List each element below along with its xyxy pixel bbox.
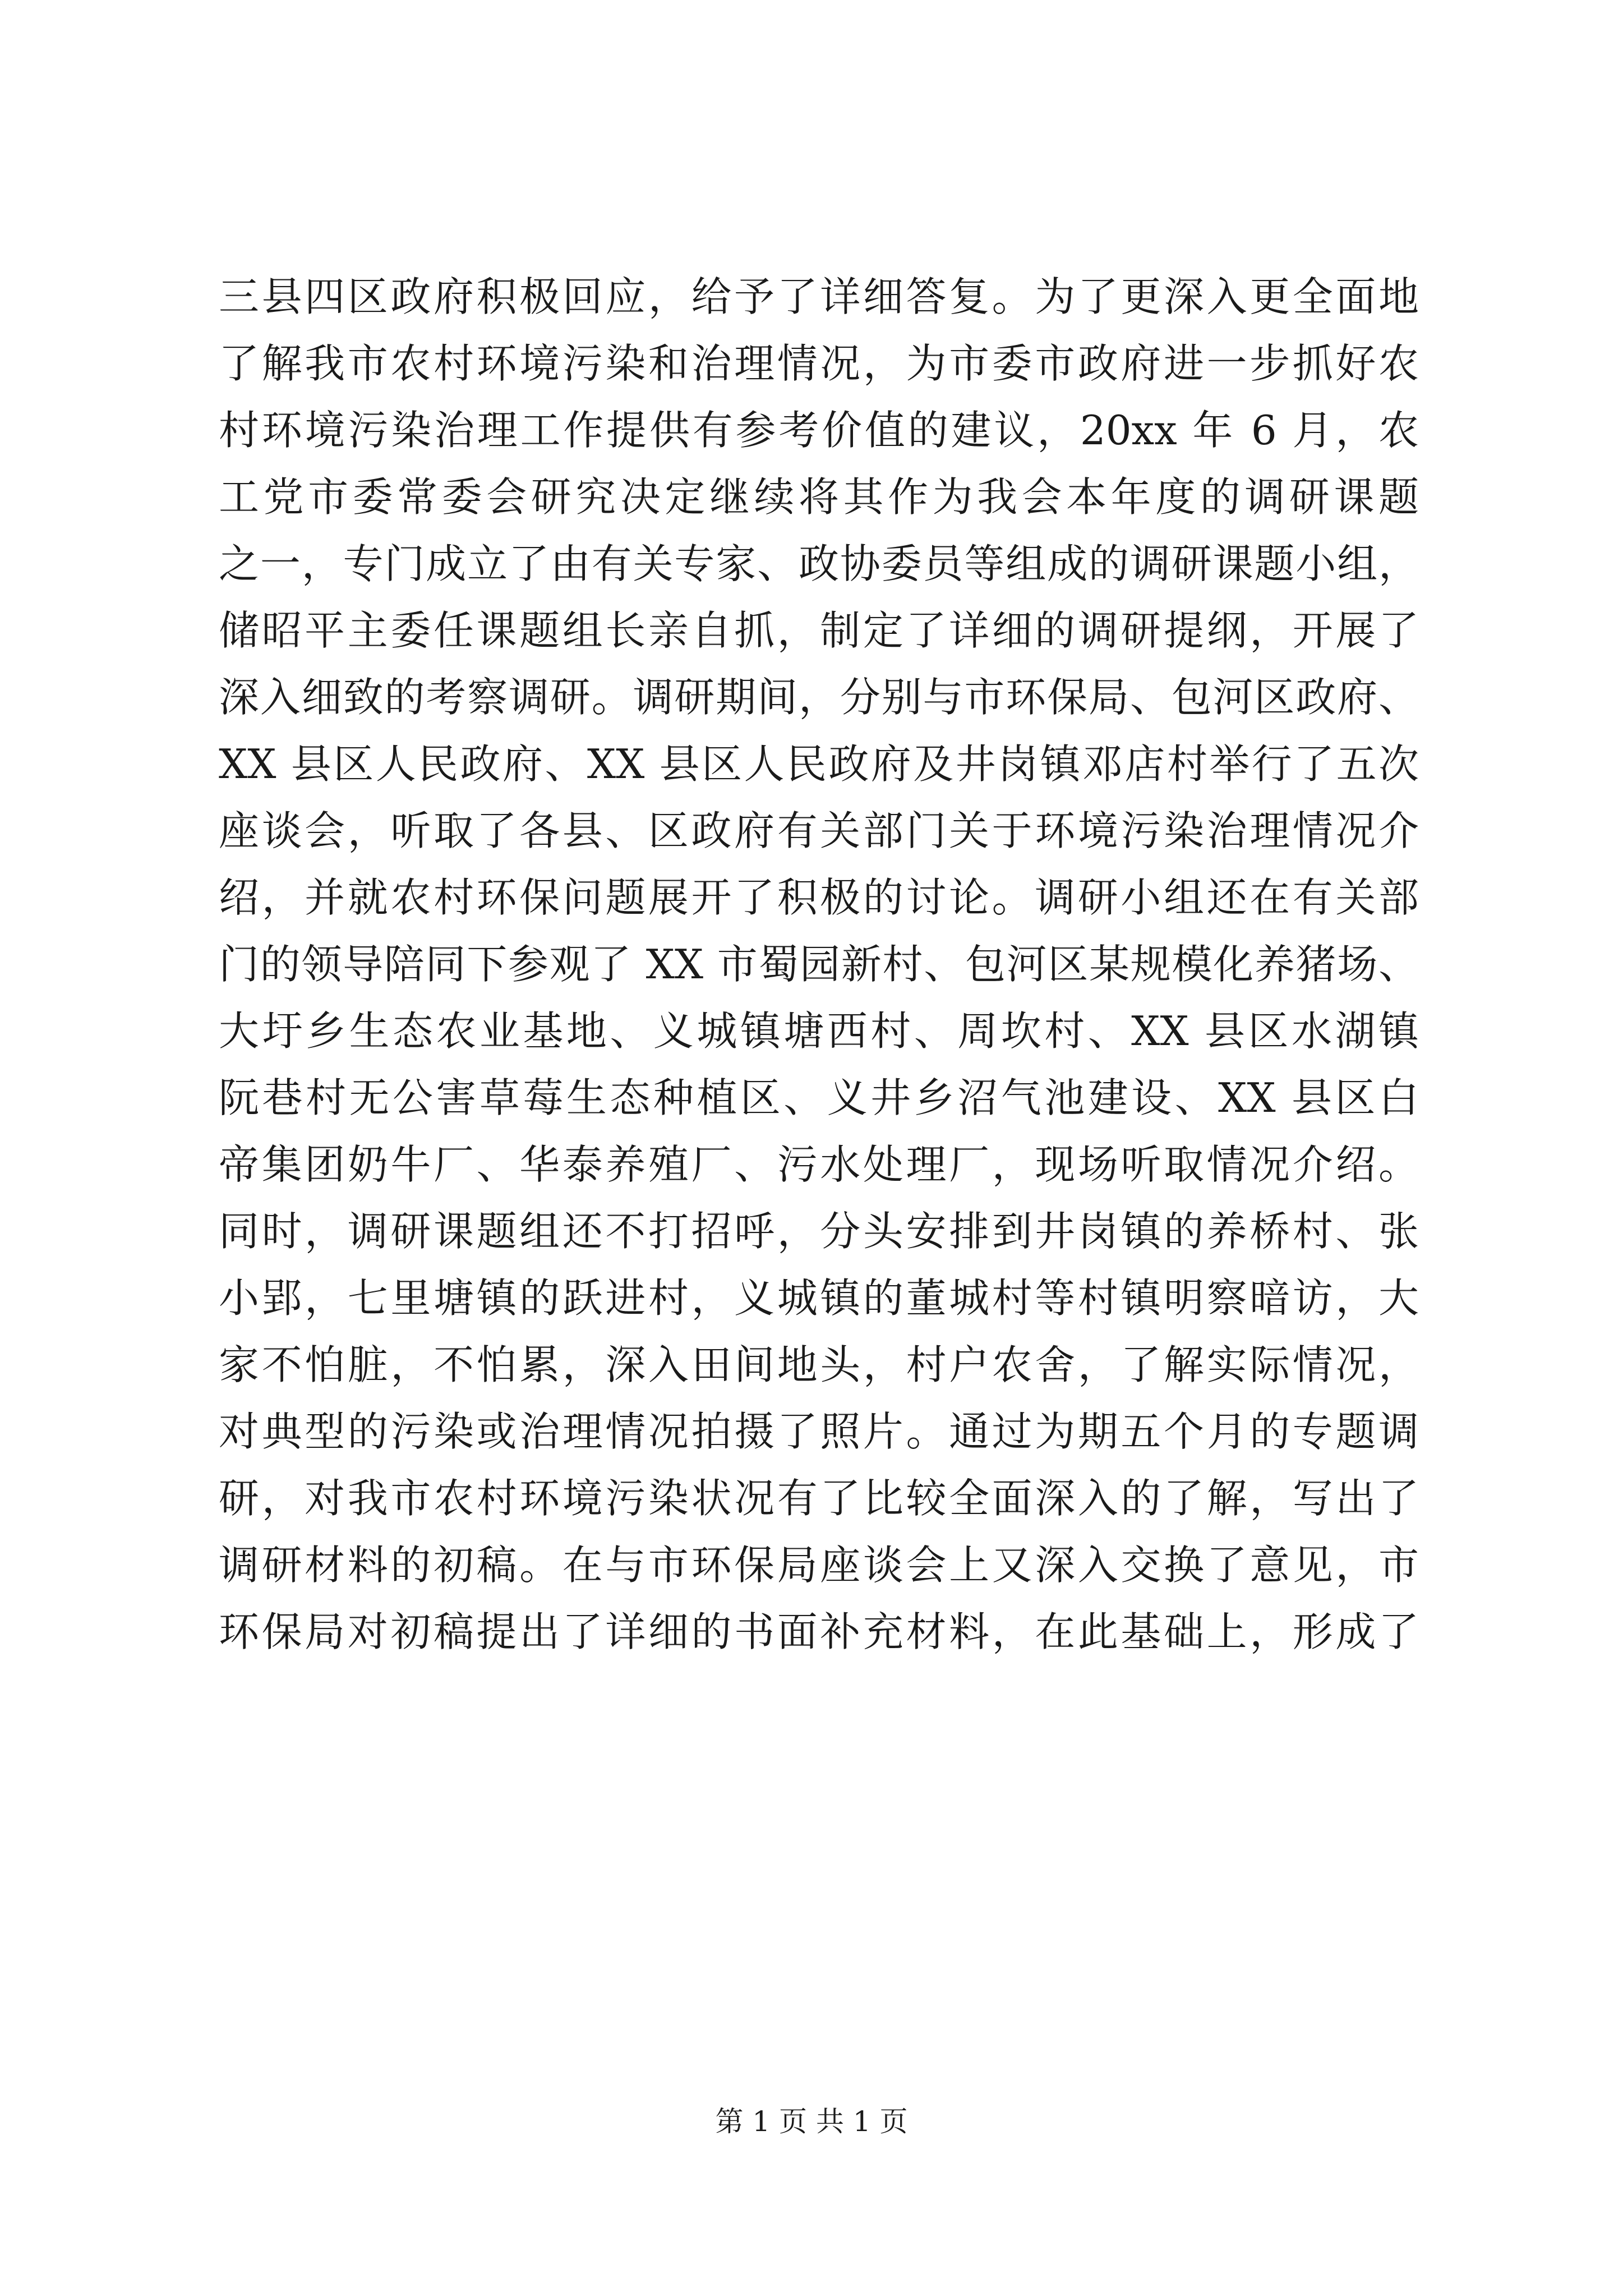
text-line: 研，对我市农村环境污染状况有了比较全面深入的了解，写出了 (219, 1475, 1419, 1522)
text-line: 座谈会，听取了各县、区政府有关部门关于环境污染治理情况介 (219, 807, 1419, 854)
text-line: 同时，调研课题组还不打招呼，分头安排到井岗镇的养桥村、张 (219, 1208, 1419, 1255)
page-footer: 第 1 页 共 1 页 (715, 2105, 908, 2138)
text-line: 家不怕脏，不怕累，深入田间地头，村户农舍，了解实际情况， (219, 1341, 1419, 1388)
text-line: 储昭平主委任课题组长亲自抓，制定了详细的调研提纲，开展了 (219, 607, 1419, 654)
text-line: 了解我市农村环境污染和治理情况，为市委市政府进一步抓好农 (219, 340, 1419, 387)
text-line: 帝集团奶牛厂、华泰养殖厂、污水处理厂，现场听取情况介绍。 (219, 1141, 1419, 1188)
text-line: 对典型的污染或治理情况拍摄了照片。通过为期五个月的专题调 (219, 1408, 1419, 1455)
text-line: 门的领导陪同下参观了 XX 市蜀园新村、包河区某规模化养猪场、 (219, 941, 1419, 988)
text-line: 工党市委常委会研究决定继续将其作为我会本年度的调研课题 (219, 473, 1419, 521)
text-line: 阮巷村无公害草莓生态种植区、义井乡沼气池建设、XX 县区白 (219, 1074, 1419, 1121)
text-line: 大圩乡生态农业基地、义城镇塘西村、周坎村、XX 县区水湖镇 (219, 1007, 1419, 1055)
body-text (219, 264, 1419, 1665)
text-line: 深入细致的考察调研。调研期间，分别与市环保局、包河区政府、 (219, 674, 1419, 721)
text-line: 绍，并就农村环保问题展开了积极的讨论。调研小组还在有关部 (219, 874, 1419, 921)
text-line: 之一，专门成立了由有关专家、政协委员等组成的调研课题小组， (219, 540, 1419, 587)
text-line: 村环境污染治理工作提供有参考价值的建议，20xx 年 6 月，农 (219, 407, 1419, 454)
text-line: 调研材料的初稿。在与市环保局座谈会上又深入交换了意见，市 (219, 1542, 1419, 1589)
text-line: 小郢，七里塘镇的跃进村，义城镇的董城村等村镇明察暗访，大 (219, 1274, 1419, 1322)
text-line: 环保局对初稿提出了详细的书面补充材料，在此基础上，形成了 (219, 1608, 1419, 1655)
text-line: 三县四区政府积极回应，给予了详细答复。为了更深入更全面地 (219, 273, 1419, 320)
text-line: XX 县区人民政府、XX 县区人民政府及井岗镇邓店村举行了五次 (219, 740, 1419, 788)
